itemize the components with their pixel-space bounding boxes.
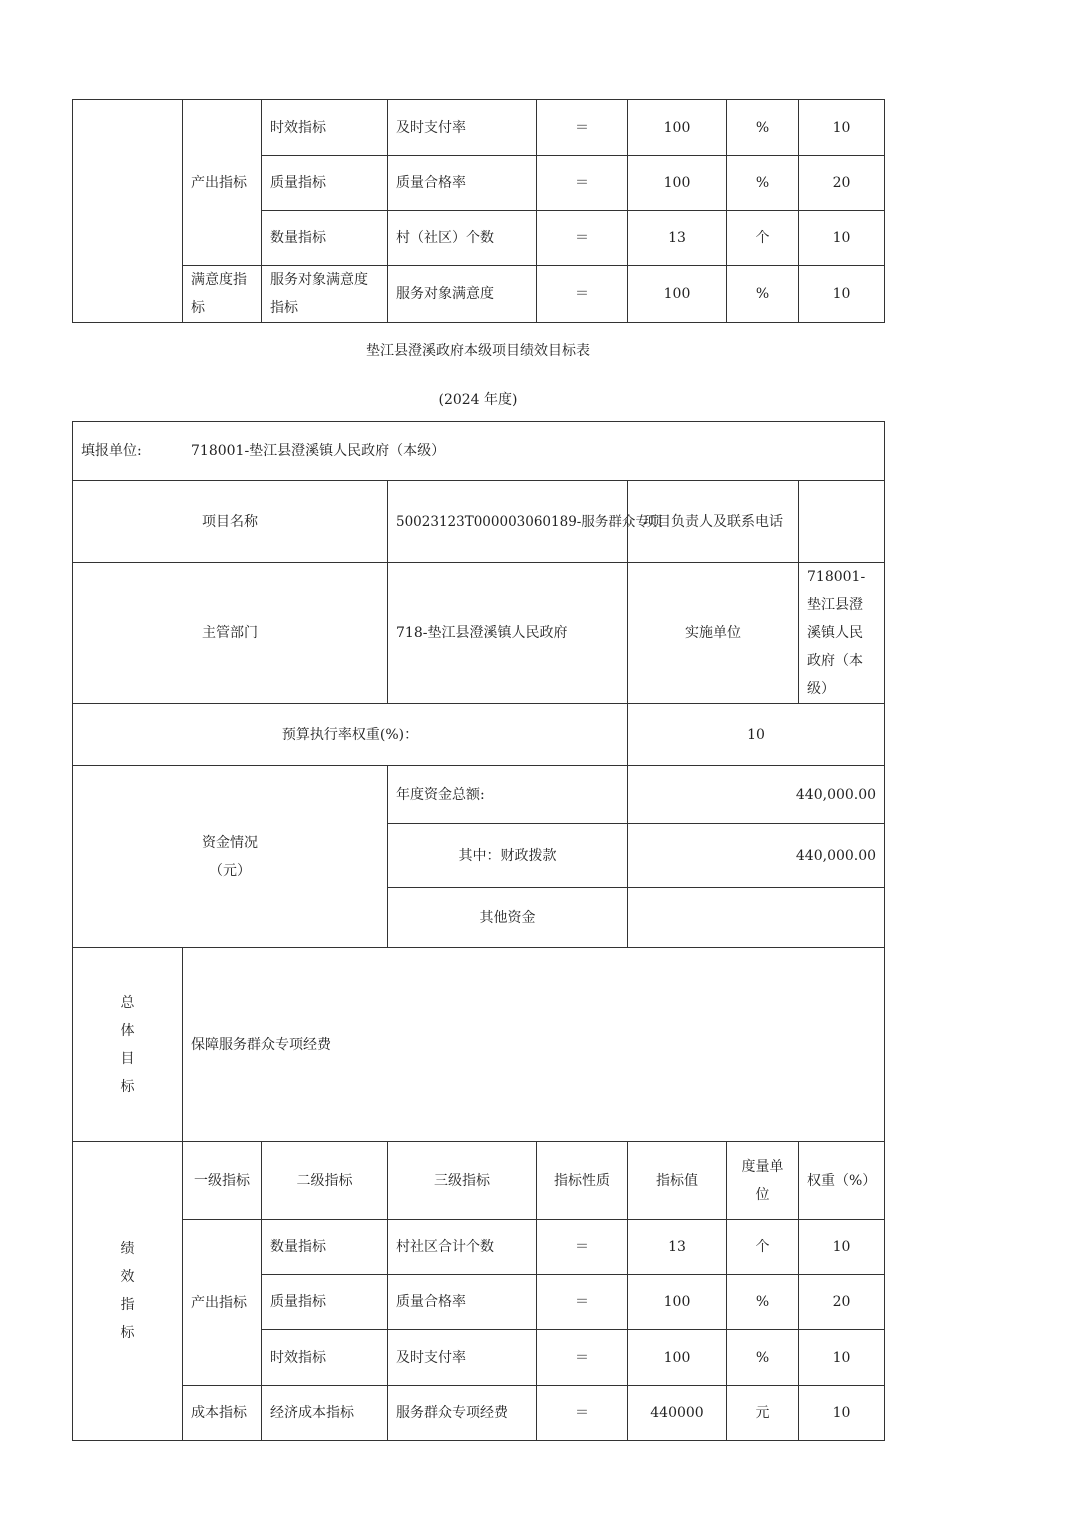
level1-output-cell: 产出指标 — [183, 1220, 262, 1386]
nature-cell: ＝ — [537, 1386, 628, 1441]
level3-cell: 质量合格率 — [388, 156, 537, 211]
table-row — [73, 100, 885, 156]
unit-cell: % — [727, 156, 799, 211]
level3-cell: 质量合格率 — [388, 1275, 537, 1330]
goal-label-char: 目 — [120, 1050, 135, 1067]
value-cell: 100 — [628, 1330, 727, 1386]
fill-unit-label: 填报单位: — [81, 443, 142, 459]
goal-value: 保障服务群众专项经费 — [183, 948, 885, 1142]
level2-cell: 时效指标 — [262, 1330, 388, 1386]
value-cell: 13 — [628, 1220, 727, 1275]
impl-label: 实施单位 — [628, 563, 799, 704]
header-l1: 一级指标 — [183, 1142, 262, 1220]
weight-cell: 10 — [799, 1386, 885, 1441]
unit-cell: % — [727, 1330, 799, 1386]
fill-unit-cell — [73, 422, 885, 481]
level2-cell: 质量指标 — [262, 1275, 388, 1330]
nature-cell: ＝ — [537, 1275, 628, 1330]
top-indicator-table — [72, 99, 885, 323]
dept-value: 718-垫江县澄溪镇人民政府 — [388, 563, 628, 704]
header-unit: 度量单位 — [727, 1142, 799, 1220]
fund-total-row — [73, 766, 885, 824]
fund-fiscal-value: 440,000.00 — [628, 824, 885, 888]
goal-label-char: 总 — [120, 994, 135, 1011]
unit-cell: % — [727, 1275, 799, 1330]
unit-cell: 个 — [727, 211, 799, 266]
header-value: 指标值 — [628, 1142, 727, 1220]
fund-label: 资金情况 — [202, 834, 258, 851]
goal-label-char: 体 — [120, 1022, 135, 1039]
level2-cell: 质量指标 — [262, 156, 388, 211]
unit-cell: 个 — [727, 1220, 799, 1275]
level2-cell: 时效指标 — [262, 100, 388, 156]
empty-cell — [73, 100, 183, 323]
table-row — [73, 1220, 885, 1275]
level2-cell: 数量指标 — [262, 1220, 388, 1275]
value-cell: 100 — [628, 100, 727, 156]
table-row — [73, 1386, 885, 1441]
document-title: 垫江县澄溪政府本级项目绩效目标表 — [366, 343, 590, 359]
level3-cell: 及时支付率 — [388, 100, 537, 156]
level3-cell: 服务对象满意度 — [388, 266, 537, 323]
value-cell: 13 — [628, 211, 727, 266]
level2-cell: 数量指标 — [262, 211, 388, 266]
level2-cell: 经济成本指标 — [262, 1386, 388, 1441]
fund-other-label: 其他资金 — [388, 888, 628, 948]
leader-value — [799, 481, 885, 563]
value-cell: 100 — [628, 1275, 727, 1330]
budget-weight-row — [73, 704, 885, 766]
performance-target-table — [72, 421, 885, 1441]
table-row — [73, 266, 885, 323]
value-cell: 100 — [628, 266, 727, 323]
fund-other-value — [628, 888, 885, 948]
value-cell: 100 — [628, 156, 727, 211]
level3-cell: 及时支付率 — [388, 1330, 537, 1386]
document-year: (2024 年度) — [438, 392, 518, 408]
level2-cell: 服务对象满意度指标 — [262, 266, 388, 323]
weight-cell: 10 — [799, 211, 885, 266]
level1-cost-cell: 成本指标 — [183, 1386, 262, 1441]
fill-unit-row — [73, 422, 885, 481]
project-name-label: 项目名称 — [73, 481, 388, 563]
fill-unit-value: 718001-垫江县澄溪镇人民政府（本级） — [191, 443, 446, 459]
weight-cell: 20 — [799, 156, 885, 211]
project-name-value: 50023123T000003060189-服务群众专项 — [388, 481, 628, 563]
nature-cell: ＝ — [537, 266, 628, 323]
project-name-row — [73, 481, 885, 563]
perf-label-cell — [73, 1142, 183, 1441]
level1-output-cell: 产出指标 — [183, 100, 262, 266]
nature-cell: ＝ — [537, 1330, 628, 1386]
fund-label-cell — [73, 766, 388, 948]
budget-weight-value: 10 — [628, 704, 885, 766]
fund-unit-label: （元） — [209, 862, 251, 879]
goal-label-cell — [73, 948, 183, 1142]
fund-total-label: 年度资金总额: — [388, 766, 628, 824]
weight-cell: 10 — [799, 1220, 885, 1275]
nature-cell: ＝ — [537, 1220, 628, 1275]
weight-cell: 10 — [799, 1330, 885, 1386]
budget-weight-label: 预算执行率权重(%)： — [73, 704, 628, 766]
level3-cell: 村（社区）个数 — [388, 211, 537, 266]
perf-label-char: 效 — [120, 1269, 135, 1285]
perf-label-char: 标 — [120, 1325, 135, 1341]
department-row — [73, 563, 885, 704]
goal-label-char: 标 — [120, 1078, 135, 1095]
header-nature: 指标性质 — [537, 1142, 628, 1220]
dept-label: 主管部门 — [73, 563, 388, 704]
level3-cell: 村社区合计个数 — [388, 1220, 537, 1275]
nature-cell: ＝ — [537, 100, 628, 156]
perf-label-char: 指 — [120, 1297, 135, 1313]
weight-cell: 10 — [799, 100, 885, 156]
unit-cell: 元 — [727, 1386, 799, 1441]
perf-label-char: 绩 — [120, 1241, 135, 1257]
header-l3: 三级指标 — [388, 1142, 537, 1220]
unit-cell: % — [727, 100, 799, 156]
unit-cell: % — [727, 266, 799, 323]
nature-cell: ＝ — [537, 211, 628, 266]
value-cell: 440000 — [628, 1386, 727, 1441]
level3-cell: 服务群众专项经费 — [388, 1386, 537, 1441]
header-weight: 权重（%） — [799, 1142, 885, 1220]
fund-total-value: 440,000.00 — [628, 766, 885, 824]
leader-label: 项目负责人及联系电话 — [628, 481, 799, 563]
level1-satisfaction-cell: 满意度指标 — [183, 266, 262, 323]
header-l2: 二级指标 — [262, 1142, 388, 1220]
impl-value: 718001-垫江县澄溪镇人民政府（本级） — [799, 563, 885, 704]
weight-cell: 20 — [799, 1275, 885, 1330]
nature-cell: ＝ — [537, 156, 628, 211]
header-row — [73, 1142, 885, 1220]
weight-cell: 10 — [799, 266, 885, 323]
fund-fiscal-label: 其中：财政拨款 — [388, 824, 628, 888]
goal-row — [73, 948, 885, 1142]
